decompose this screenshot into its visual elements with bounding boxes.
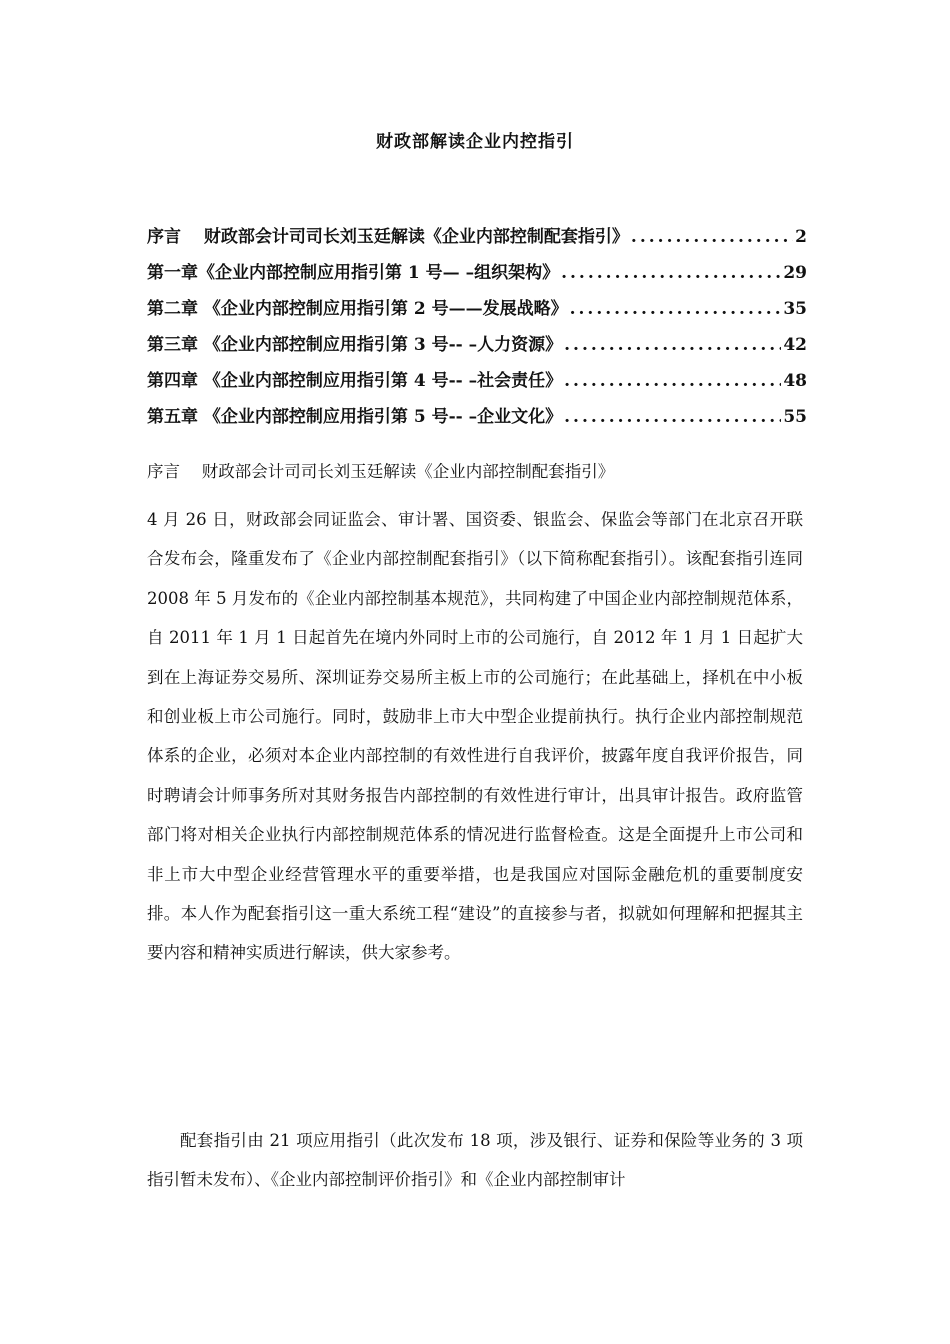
toc-entry-label: 第三章 《企业内部控制应用指引第 3 号-- –人力资源》	[147, 335, 563, 355]
toc-page-number: 35	[783, 299, 807, 319]
toc-entry-label: 序言 财政部会计司司长刘玉廷解读《企业内部控制配套指引》	[147, 227, 629, 247]
toc-leader-dots	[561, 263, 781, 283]
toc-entry-chapter-5[interactable]	[147, 402, 807, 438]
toc-page-number: 2	[795, 227, 807, 247]
section-heading: 序言 财政部会计司司长刘玉廷解读《企业内部控制配套指引》	[147, 462, 615, 481]
toc-entry-label: 第五章 《企业内部控制应用指引第 5 号-- –企业文化》	[147, 407, 563, 427]
toc-entry-chapter-4[interactable]	[147, 366, 807, 402]
body-paragraph-1: 4 月 26 日，财政部会同证监会、审计署、国资委、银监会、保监会等部门在北京召开联合发布会，隆重发布了《企业内部控制配套指引》（以下简称配套指引）。该配套指引连同 2008 年 5 月发布的《企业内部控制基本规范》，共同构建了中国企业内部控制规范体系，自 2011 年 1 月 1 日起首先在境内外同时上市的公司施行，自 2012 年 1 月 1 日起扩大到在上海证券交易所、深圳证券交易所主板上市的公司施行；在此基础上，择机在中小板和创业板上市公司施行。同时，鼓励非上市大中型企业提前执行。执行企业内部控制规范体系的企业，必须对本企业内部控制的有效性进行自我评价，披露年度自我评价报告，同时聘请会计师事务所对其财务报告内部控制的有效性进行审计，出具审计报告。政府监管部门将对相关企业执行内部控制规范体系的情况进行监督检查。这是全面提升上市公司和非上市大中型企业经营管理水平的重要举措，也是我国应对国际金融危机的重要制度安排。本人作为配套指引这一重大系统工程“建设”的直接参与者，拟就如何理解和把握其主要内容和精神实质进行解读，供大家参考。	[147, 510, 803, 963]
toc-entry-chapter-1[interactable]	[147, 258, 807, 294]
toc-entry-preface[interactable]	[147, 222, 807, 258]
toc-leader-dots	[564, 371, 781, 391]
toc-entry-chapter-3[interactable]	[147, 330, 807, 366]
toc-leader-dots	[564, 335, 781, 355]
toc-entry-label: 第四章 《企业内部控制应用指引第 4 号-- –社会责任》	[147, 371, 563, 391]
toc-leader-dots	[564, 407, 781, 427]
toc-entry-label: 第一章《企业内部控制应用指引第 1 号— –组织架构》	[147, 263, 560, 283]
toc-page-number: 42	[783, 335, 807, 355]
toc-entry-label: 第二章 《企业内部控制应用指引第 2 号——发展战略》	[147, 299, 568, 319]
table-of-contents	[147, 222, 807, 438]
toc-page-number: 55	[783, 407, 807, 427]
toc-leader-dots	[570, 299, 782, 319]
toc-page-number: 29	[783, 263, 807, 283]
toc-page-number: 48	[783, 371, 807, 391]
body-paragraph-2: 配套指引由 21 项应用指引（此次发布 18 项，涉及银行、证券和保险等业务的 3 项指引暂未发布）、《企业内部控制评价指引》和《企业内部控制审计	[147, 1131, 803, 1190]
document-title: 财政部解读企业内控指引	[376, 132, 574, 152]
toc-leader-dots	[631, 227, 793, 247]
toc-entry-chapter-2[interactable]	[147, 294, 807, 330]
